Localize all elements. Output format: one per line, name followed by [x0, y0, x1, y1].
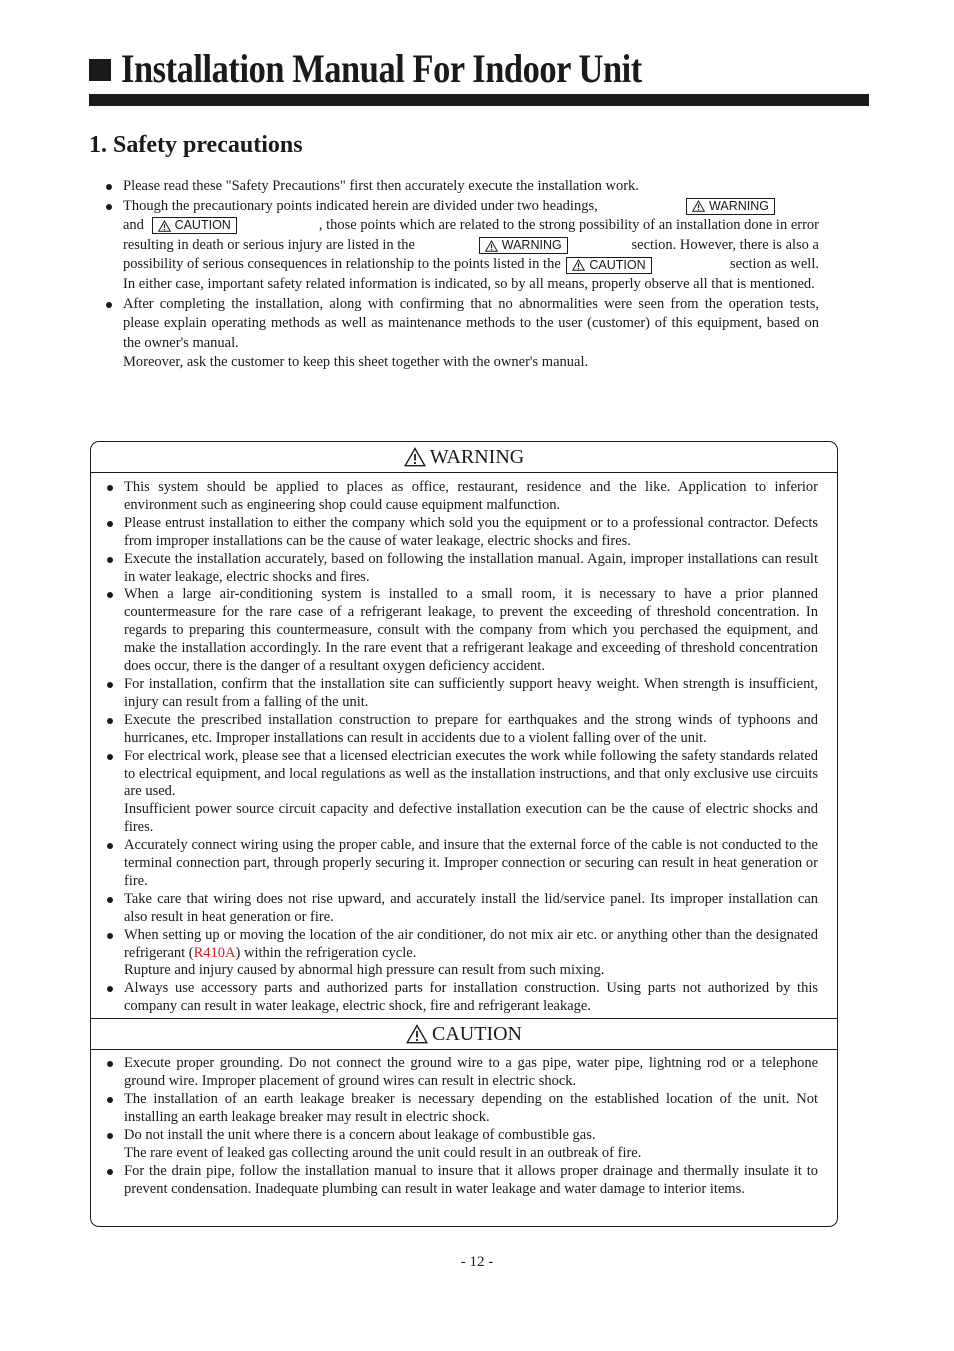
list-item: For installation, confirm that the installation site can sufficiently support heavy weight. When strength is insufficient, injury can result from a falling of the unit.: [106, 676, 818, 712]
page-header: [89, 40, 727, 96]
list-item: Do not install the unit where there is a concern about leakage of combustible gas. The rare event of leaked gas collecting around the unit could result in an outbreak of fire.: [106, 1127, 818, 1163]
page-title: Installation Manual For Indoor Unit: [121, 45, 642, 91]
warning-triangle-icon: [572, 259, 585, 271]
warning-triangle-icon: [404, 447, 426, 467]
caution-tag: CAUTION: [566, 257, 651, 274]
warning-triangle-icon: [406, 1024, 428, 1044]
intro-item: Though the precautionary points indicated herein are divided under two headings, WARNING and CAUTION , those points which are related to the strong possibility of an installation done in error resulting in death or serious injury are listed in the WARNING section. However, there is also a possibility of serious consequences in relationship to the points listed in the CAUTION section as well. In either case, important safety related information is indicated, so by all means, properly observe all that is mentioned.: [105, 197, 819, 295]
list-item: Execute proper grounding. Do not connect the ground wire to a gas pipe, water pipe, lightning rod or a telephone ground wire. Improper placement of ground wires can result in electric shock.: [106, 1055, 818, 1091]
page-number: - 12 -: [460, 1254, 494, 1270]
caution-tag: CAUTION: [152, 217, 237, 234]
heading-square-icon: [89, 59, 111, 81]
warning-triangle-icon: [485, 240, 498, 252]
warning-triangle-icon: [158, 220, 171, 232]
list-item: The installation of an earth leakage breaker is necessary depending on the established location of the unit. Not installing an earth leakage breaker may result in electric shock.: [106, 1091, 818, 1127]
caution-list: [91, 1050, 837, 1198]
warning-tag: WARNING: [686, 198, 775, 215]
title-rule: [89, 94, 869, 106]
list-item: Accurately connect wiring using the proper cable, and insure that the external force of the cable is not conducted to the terminal connection part, through properly securing it. Improper connection or securing can result in heat generation or fire.: [106, 837, 818, 891]
list-item: This system should be applied to places as office, restaurant, residence and the like. Application to inferior environment such as engineering shop could cause equipment malfunction.: [106, 479, 818, 515]
list-item: Take care that wiring does not rise upward, and accurately install the lid/service panel. Its improper installation can also result in heat generation or fire.: [106, 891, 818, 927]
list-item: When a large air-conditioning system is installed to a small room, it is necessary to have a prior planned countermeasure for the rare case of a refrigerant leakage, to prevent the exceeding of threshold concentration. In regards to preparing this countermeasure, consult with the company from which you perchased the equipment, and make the installation accordingly. In the rare event that a refrigerant leakage and exceeding of threshold concentration does occur, there is the danger of a resultant oxygen deficiency accident.: [106, 586, 818, 676]
list-item: For electrical work, please see that a licensed electrician executes the work while following the safety standards related to electrical equipment, and local regulations as well as the installation instructions, and that only exclusive use circuits are used. Insufficient power source circuit capacity and defective installation execution can be the cause of electric shocks and fires.: [106, 748, 818, 838]
intro-list: [105, 177, 819, 373]
list-item: Always use accessory parts and authorized parts for installation construction. Using parts not authorized by this company can result in water leakage, electric shock, fire and refrigerant leakage.: [106, 980, 818, 1016]
intro-item: Please read these "Safety Precautions" first then accurately execute the installation work.: [105, 177, 819, 197]
refrigerant-name: R410A: [193, 944, 236, 961]
list-item: Execute the installation accurately, based on following the installation manual. Again, improper installations can result in water leakage, electric shocks and fires.: [106, 551, 818, 587]
intro-item: After completing the installation, along with confirming that no abnormalities were seen from the operation tests, please explain operating methods as well as maintenance methods to the user (customer) of this equipment, based on the owner's manual. Moreover, ask the customer to keep this sheet together with the owner's manual.: [105, 295, 819, 373]
list-item: For the drain pipe, follow the installation manual to insure that it allows proper drainage and thermally insulate it to prevent condensation. Inadequate plumbing can result in water leakage and water damage to interior items.: [106, 1163, 818, 1199]
caution-heading: CAUTION: [91, 1018, 837, 1050]
list-item: Execute the prescribed installation construction to prepare for earthquakes and the strong winds of typhoons and hurricanes, etc. Improper installations can result in accidents due to a violent falling over of the unit.: [106, 712, 818, 748]
warning-heading: WARNING: [91, 442, 837, 473]
warning-tag: WARNING: [479, 237, 568, 254]
section-heading: 1. Safety precautions: [89, 132, 303, 158]
warning-list: [91, 473, 837, 1016]
list-item: Please entrust installation to either the company which sold you the equipment or to a professional contractor. Defects from improper installations can be the cause of water leakage, electric shocks and fires.: [106, 515, 818, 551]
warning-triangle-icon: [692, 200, 705, 212]
safety-box: [90, 441, 838, 1227]
list-item: When setting up or moving the location of the air conditioner, do not mix air etc. or anything other than the designated refrigerant (R410A) within the refrigeration cycle. Rupture and injury caused by abnormal high pressure can result from such mixing.: [106, 927, 818, 981]
